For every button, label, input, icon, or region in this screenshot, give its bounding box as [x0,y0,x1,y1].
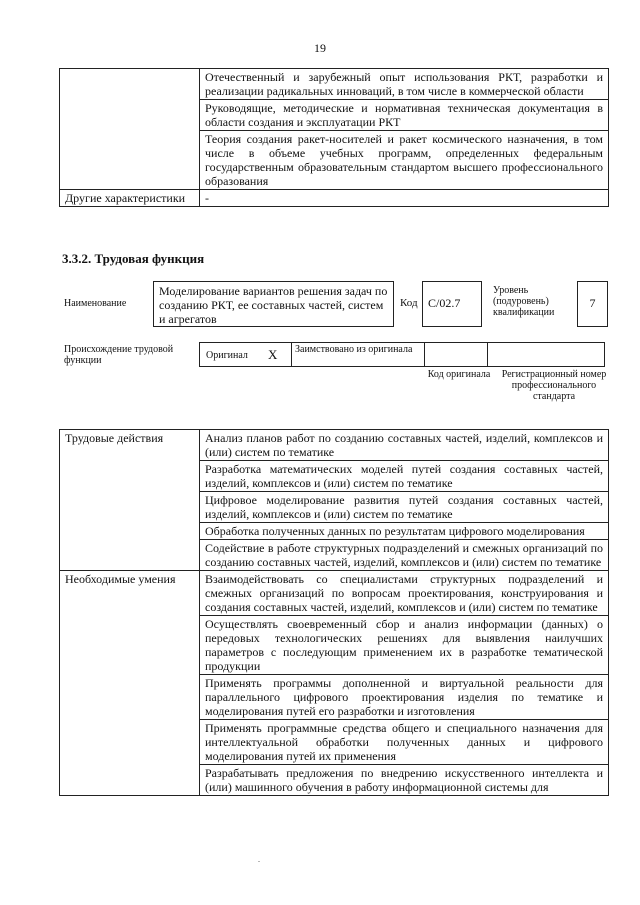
original-mark: X [268,347,278,362]
labor-function-table [59,429,609,796]
table-cell: Содействие в работе структурных подразделений и смежных организаций по созданию составных частей, изделий, комплексов и (или) систем по тематике [200,540,609,571]
original-code-cell [424,342,488,367]
code-caption: Код оригинала [427,369,491,380]
code-label: Код [400,297,418,309]
name-label: Наименование [64,298,127,309]
original-cell [199,342,292,367]
table-cell: Разработка математических моделей путей создания составных частей, изделий, комплексов и (или) систем по тематике [200,461,609,492]
function-name-box: Моделирование вариантов решения задач по созданию РКТ, ее составных частей, систем и агрегатов [153,281,394,327]
table-cell: Руководящие, методические и нормативная техническая документация в области создания и эксплуатации РКТ [200,100,609,131]
level-value-box: 7 [577,281,608,327]
group-label-required-skills: Необходимые умения [60,571,200,796]
table-cell: Взаимодействовать со специалистами структурных подразделений и смежных организаций по вопросам проектирования, конструирования и создания составных частей, изделий, комплексов и (или) систем по тематике [200,571,609,616]
registration-number-cell [487,342,605,367]
table-cell: - [200,190,609,207]
footer-mark: . [258,855,260,864]
registration-caption: Регистрационный номер профессионального стандарта [501,369,607,402]
function-code-box: С/02.7 [422,281,482,327]
table-cell: Анализ планов работ по созданию составных частей, изделий, комплексов и (или) систем по тематике [200,430,609,461]
table-cell: Теория создания ракет-носителей и ракет космического назначения, в том числе в объеме учебных программ, определенных федеральным государственным образовательным стандартом высшего профессионального образования [200,131,609,190]
section-title: 3.3.2. Трудовая функция [62,251,205,266]
table-label-cell: Другие характеристики [60,190,200,207]
table-cell: Обработка полученных данных по результатам цифрового моделирования [200,523,609,540]
table-cell: Осуществлять своевременный сбор и анализ информации (данных) о передовых технологических решениях для выявления наилучших параметров с последующим применением их в разработке тематической продукции [200,616,609,675]
table-row [60,430,609,461]
table-cell: Разрабатывать предложения по внедрению искусственного интеллекта и (или) машинного обучения в работу информационной системы для [200,765,609,796]
group-label-labor-actions: Трудовые действия [60,430,200,571]
table-row [60,190,609,207]
table-label-cell [60,69,200,190]
origin-row [199,342,605,367]
page-number: 19 [314,41,326,55]
borrowed-label: Заимствовано из оригинала [295,344,413,355]
table-cell: Применять программные средства общего и специального назначения для интеллектуальной обработки полученных данных и цифрового моделирования путей их применения [200,720,609,765]
knowledge-table [59,68,609,207]
origin-label: Происхождение трудовой функции [64,344,174,366]
table-cell: Отечественный и зарубежный опыт использования РКТ, разработки и реализации радикальных инноваций, в том числе в коммерческой области [200,69,609,100]
table-row [60,571,609,616]
table-row [60,69,609,100]
borrowed-cell [291,342,425,367]
table-cell: Применять программы дополненной и виртуальной реальности для параллельного цифрового проектирования изделия по тематике и моделирования путей его разработки и изготовления [200,675,609,720]
original-label: Оригинал [206,350,248,361]
level-label: Уровень (подуровень) квалификации [493,285,555,318]
table-cell: Цифровое моделирование развития путей создания составных частей, изделий, комплексов и (или) систем по тематике [200,492,609,523]
